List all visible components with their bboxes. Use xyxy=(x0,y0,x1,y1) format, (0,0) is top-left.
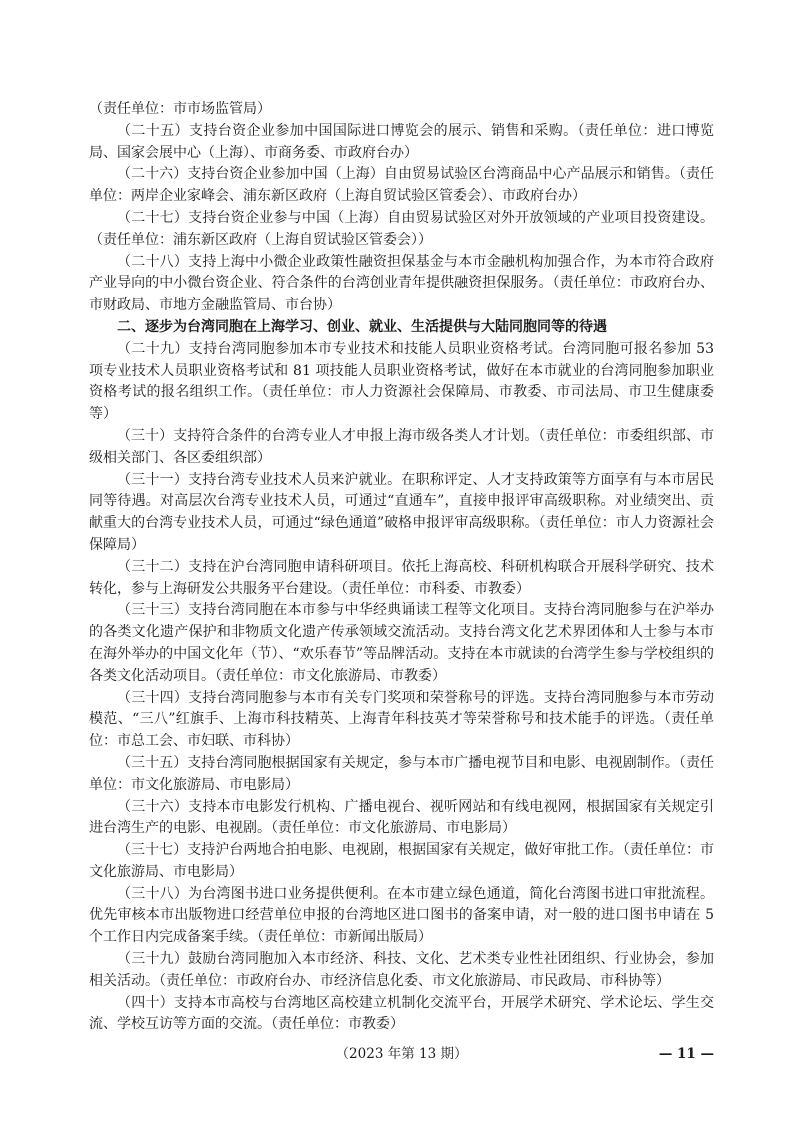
paragraph-item-38: （三十八）为台湾图书进口业务提供便利。在本市建立绿色通道，简化台湾图书进口审批流程。优先审核本市出版物进口经营单位申报的台湾地区进口图书的备案申请，对一般的进口图书申请在 5 个工作日内完成备案手续。（责任单位：市新闻出版局） xyxy=(89,885,714,946)
paragraph-item-26: （二十六）支持台资企业参加中国（上海）自由贸易试验区台湾商品中心产品展示和销售。（责任单位：两岸企业家峰会、浦东新区政府（上海自贸试验区管委会）、市政府台办） xyxy=(89,166,714,205)
document-body xyxy=(89,99,714,1036)
paragraph-item-40: （四十）支持本市高校与台湾地区高校建立机制化交流平台，开展学术研究、学术论坛、学生交流、学校互访等方面的交流。（责任单位：市教委） xyxy=(89,994,714,1033)
paragraph-item-39: （三十九）鼓励台湾同胞加入本市经济、科技、文化、艺术类专业性社团组织、行业协会，参加相关活动。（责任单位：市政府台办、市经济信息化委、市文化旅游局、市民政局、市科协等） xyxy=(89,951,714,989)
page-number: — 11 — xyxy=(658,1046,715,1063)
paragraph-item-30: （三十）支持符合条件的台湾专业人才申报上海市级各类人才计划。（责任单位：市委组织部、市级相关部门、各区委组织部） xyxy=(89,427,714,466)
paragraph-item-25: （二十五）支持台资企业参加中国国际进口博览会的展示、销售和采购。（责任单位：进口博览局、国家会展中心（上海）、市商务委、市政府台办） xyxy=(89,122,714,161)
page-footer xyxy=(89,1044,714,1064)
paragraph-item-35: （三十五）支持台湾同胞根据国家有关规定，参与本市广播电视节目和电影、电视剧制作。（责任单位：市文化旅游局、市电影局） xyxy=(89,754,714,793)
paragraph-item-33: （三十三）支持台湾同胞在本市参与中华经典诵读工程等文化项目。支持台湾同胞参与在沪举办的各类文化遗产保护和非物质文化遗产传承领域交流活动。支持台湾文化艺术界团体和人士参与本市在海外举办的中国文化年（节）、“欢乐春节”等品牌活动。支持在本市就读的台湾学生参与学校组织的各类文化活动项目。（责任单位：市文化旅游局、市教委） xyxy=(89,602,714,684)
paragraph-item-29: （二十九）支持台湾同胞参加本市专业技术和技能人员职业资格考试。台湾同胞可报名参加 53 项专业技术人员职业资格考试和 81 项技能人员职业资格考试，做好在本市就业的台湾同胞参加职业资格考试的报名组织工作。（责任单位：市人力资源社会保障局、市教委、市司法局、市卫生健康委等） xyxy=(89,340,714,423)
paragraph-item-36: （三十六）支持本市电影发行机构、广播电视台、视听网站和有线电视网，根据国家有关规定引进台湾生产的电影、电视剧。（责任单位：市文化旅游局、市电影局） xyxy=(89,798,714,837)
paragraph-item-31: （三十一）支持台湾专业技术人员来沪就业。在职称评定、人才支持政策等方面享有与本市居民同等待遇。对高层次台湾专业技术人员，可通过“直通车”，直接申报评审高级职称。对业绩突出、贡献重大的台湾专业技术人员，可通过“绿色通道”破格申报评审高级职称。（责任单位：市人力资源社会保障局） xyxy=(89,471,714,553)
paragraph-item-32: （三十二）支持在沪台湾同胞申请科研项目。依托上海高校、科研机构联合开展科学研究、技术转化，参与上海研发公共服务平台建设。（责任单位：市科委、市教委） xyxy=(89,558,714,597)
paragraph-item-28: （二十八）支持上海中小微企业政策性融资担保基金与本市金融机构加强合作，为本市符合政府产业导向的中小微台资企业、符合条件的台湾创业青年提供融资担保服务。（责任单位：市政府台办、市财政局、市地方金融监管局、市台协） xyxy=(89,253,714,314)
issue-label: （2023 年第 13 期） xyxy=(335,1046,468,1063)
paragraph-item-34: （三十四）支持台湾同胞参与本市有关专门奖项和荣誉称号的评选。支持台湾同胞参与本市劳动模范、“三八”红旗手、上海市科技精英、上海青年科技英才等荣誉称号和技术能手的评选。（责任单位：市总工会、市妇联、市科协） xyxy=(89,689,714,750)
paragraph-item-37: （三十七）支持沪台两地合拍电影、电视剧，根据国家有关规定，做好审批工作。（责任单位：市文化旅游局、市电影局） xyxy=(89,842,714,880)
paragraph-continuation: （责任单位：市市场监管局） xyxy=(89,101,271,117)
paragraph-item-27: （二十七）支持台资企业参与中国（上海）自由贸易试验区对外开放领域的产业项目投资建设。（责任单位：浦东新区政府（上海自贸试验区管委会）） xyxy=(89,209,714,248)
section-heading: 二、逐步为台湾同胞在上海学习、创业、就业、生活提供与大陆同胞同等的待遇 xyxy=(117,318,607,335)
